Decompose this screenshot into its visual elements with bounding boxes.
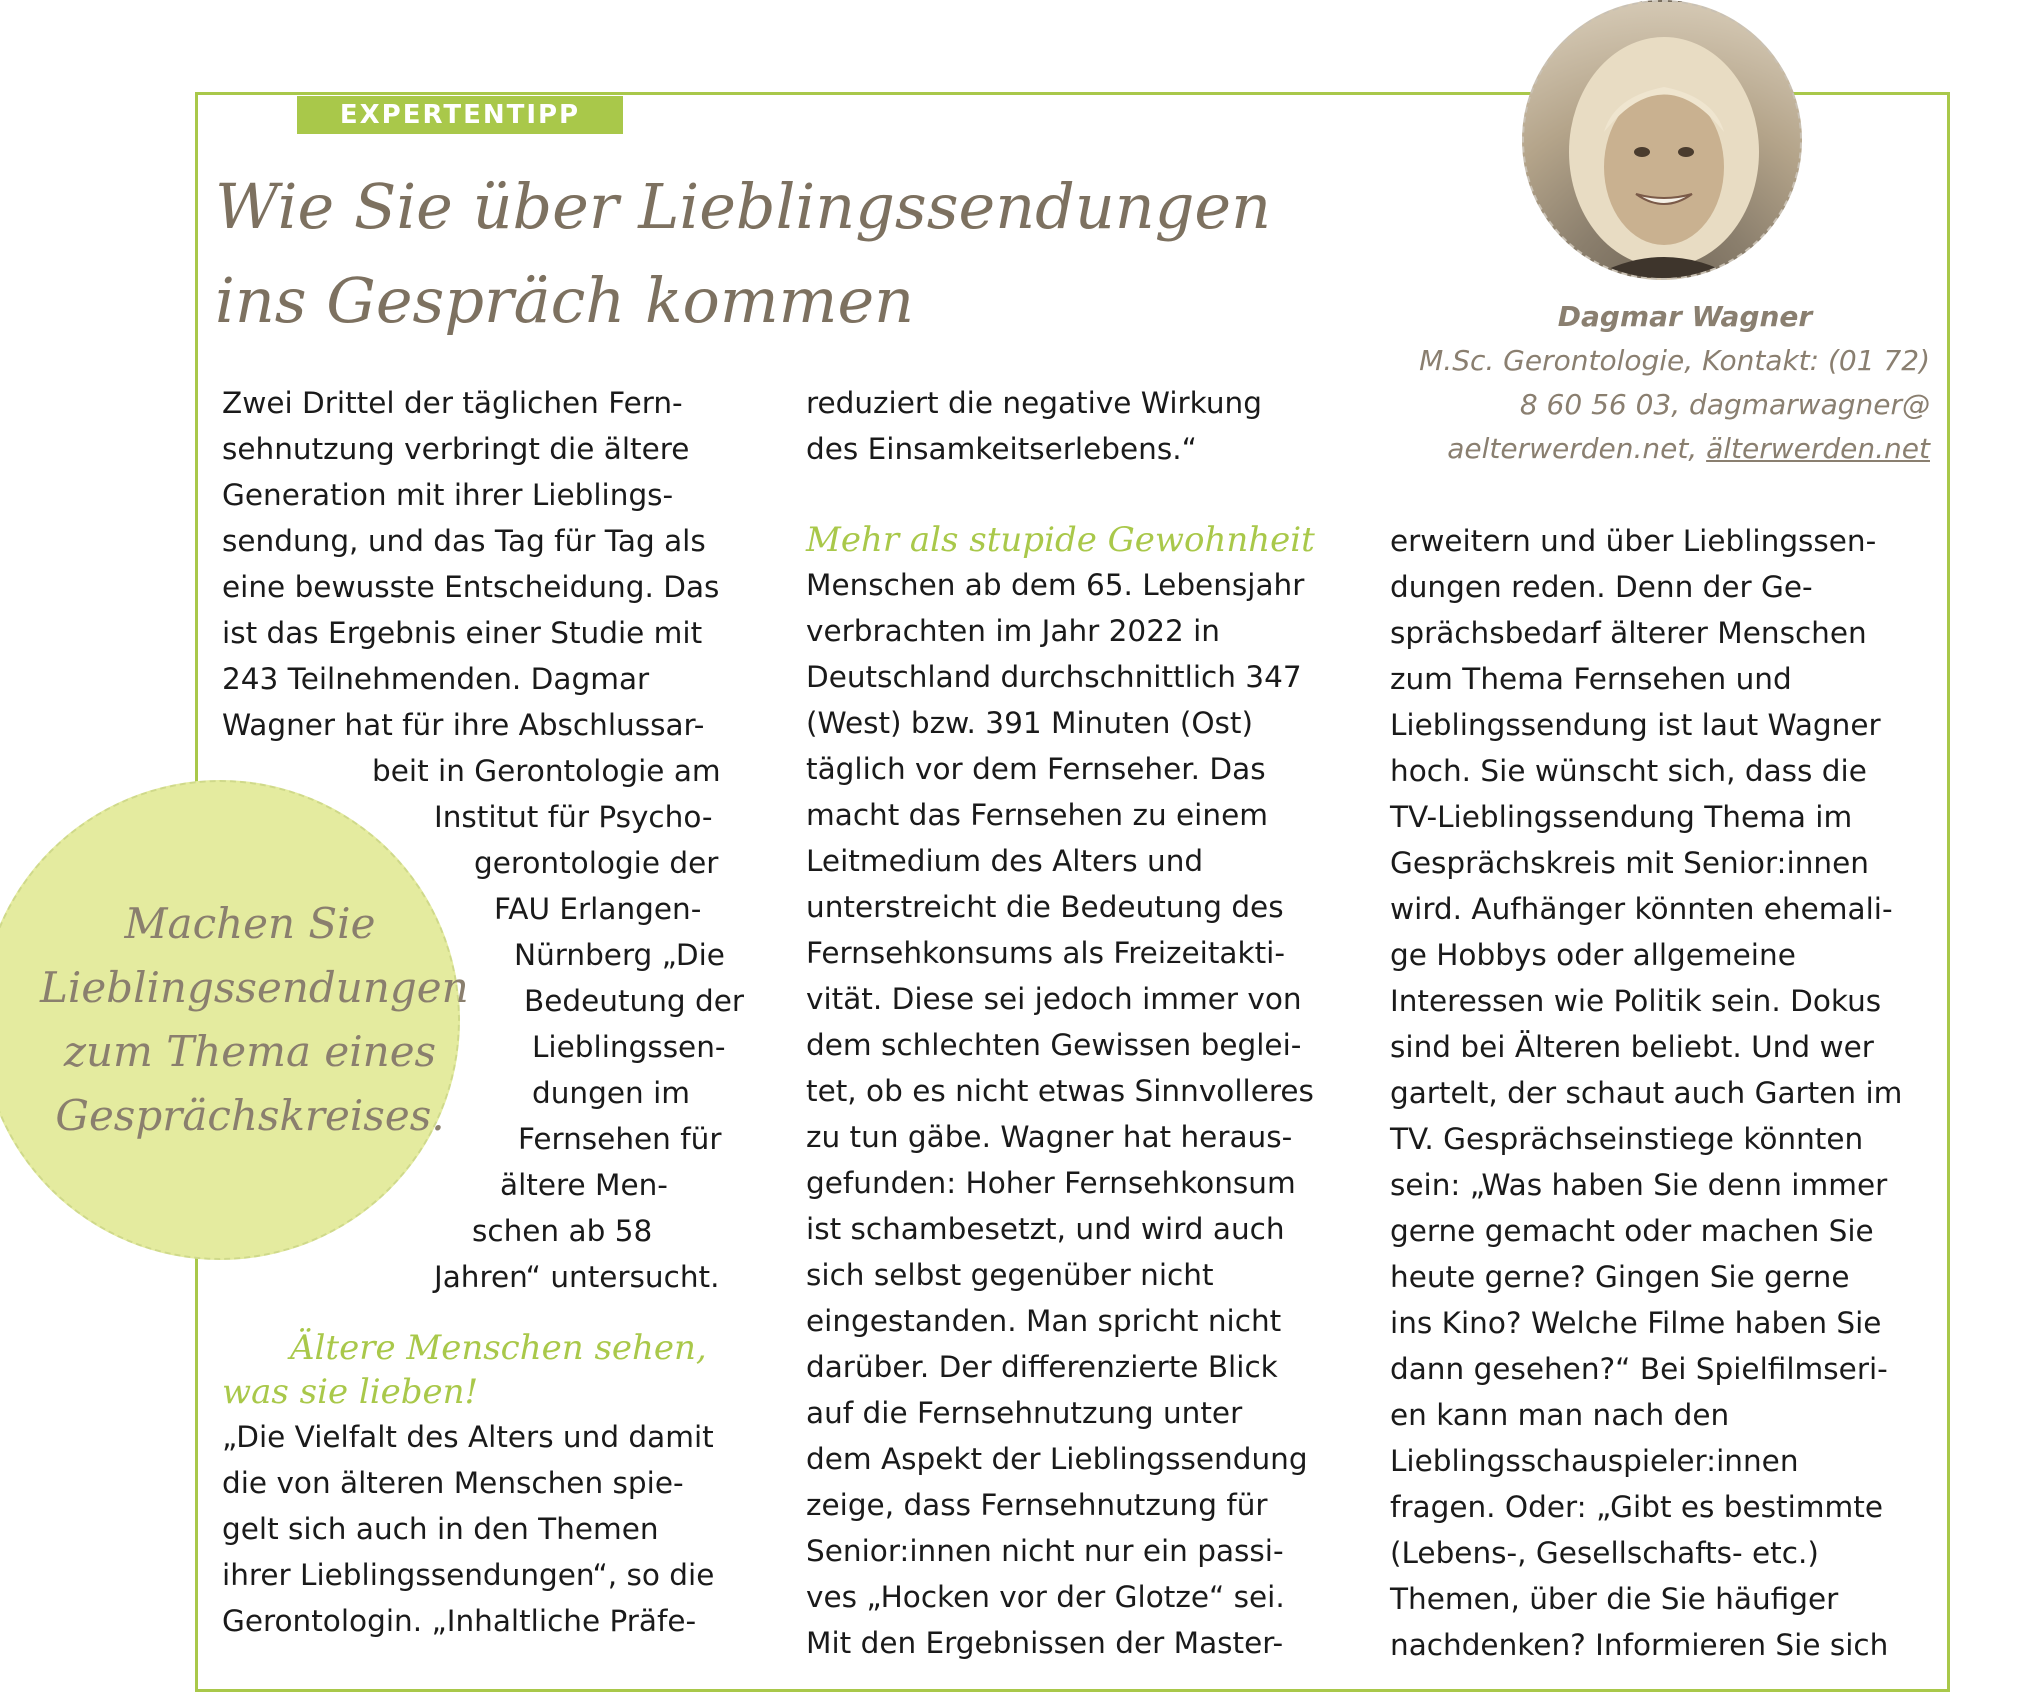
body-text-line: TV. Gesprächseinstiege könnten xyxy=(1390,1122,1864,1156)
subheading: Mehr als stupide Gewohnheit xyxy=(806,520,1315,560)
body-text-line: Generation mit ihrer Lieblings- xyxy=(222,478,674,512)
body-text-line: darüber. Der differenzierte Blick xyxy=(806,1350,1278,1384)
body-text-line: ist das Ergebnis einer Studie mit xyxy=(222,616,703,650)
author-info xyxy=(1360,295,1930,471)
body-text-line: gartelt, der schaut auch Garten im xyxy=(1390,1076,1903,1110)
body-text-line: Leitmedium des Alters und xyxy=(806,844,1204,878)
body-text-line: sein: „Was haben Sie denn immer xyxy=(1390,1168,1888,1202)
body-text-line: Fernsehkonsums als Freizeitakti- xyxy=(806,936,1285,970)
author-email-domain: aelterwerden.net, xyxy=(1447,432,1707,465)
body-text-line: „Die Vielfalt des Alters und damit xyxy=(222,1420,714,1454)
column-2 xyxy=(806,380,1346,1666)
body-text-line: sehnutzung verbringt die ältere xyxy=(222,432,690,466)
author-phone: 8 60 56 03, dagmarwagner@ xyxy=(1519,388,1930,421)
body-text-line: Jahren“ untersucht. xyxy=(434,1260,720,1294)
body-text-line: gefunden: Hoher Fernsehkonsum xyxy=(806,1166,1296,1200)
body-text-line: zum Thema Fernsehen und xyxy=(1390,662,1792,696)
pull-quote: Machen Sie Lieblingssendungen zum Thema eines Gesprächskreises. xyxy=(40,899,469,1140)
body-text-line: zu tun gäbe. Wagner hat heraus- xyxy=(806,1120,1293,1154)
body-text-line: gerne gemacht oder machen Sie xyxy=(1390,1214,1874,1248)
body-text-line: dem schlechten Gewissen beglei- xyxy=(806,1028,1302,1062)
body-text-line: reduziert die negative Wirkung xyxy=(806,386,1262,420)
body-text-line: hoch. Sie wünscht sich, dass die xyxy=(1390,754,1867,788)
body-text-line: tet, ob es nicht etwas Sinnvolleres xyxy=(806,1074,1314,1108)
body-text-line: beit in Gerontologie am xyxy=(372,754,721,788)
body-text-line: macht das Fernsehen zu einem xyxy=(806,798,1268,832)
body-text-line: en kann man nach den xyxy=(1390,1398,1730,1432)
pull-quote-circle xyxy=(0,780,469,1260)
body-text-line: schen ab 58 xyxy=(472,1214,653,1248)
body-text-line: Institut für Psycho- xyxy=(434,800,713,834)
body-text-line: Fernsehen für xyxy=(518,1122,722,1156)
article-headline: Wie Sie über Lieblingssendungen ins Gespräch kommen xyxy=(215,170,1271,337)
body-text-line: ist schambesetzt, und wird auch xyxy=(806,1212,1285,1246)
author-name: Dagmar Wagner xyxy=(1557,300,1813,333)
body-text-line: Interessen wie Politik sein. Dokus xyxy=(1390,984,1882,1018)
body-text-line: Lieblingssen- xyxy=(532,1030,726,1064)
body-text-line: ves „Hocken vor der Glotze“ sei. xyxy=(806,1580,1285,1614)
body-text-line: Bedeutung der xyxy=(524,984,745,1018)
body-text-line: ihrer Lieblingssendungen“, so die xyxy=(222,1558,715,1592)
body-text-line: Senior:innen nicht nur ein passi- xyxy=(806,1534,1284,1568)
portrait-image xyxy=(1524,2,1802,280)
body-text-line: Gerontologin. „Inhaltliche Präfe- xyxy=(222,1604,697,1638)
body-text-line: Nürnberg „Die xyxy=(514,938,725,972)
body-text-line: Wagner hat für ihre Abschlussar- xyxy=(222,708,705,742)
body-text-line: FAU Erlangen- xyxy=(494,892,702,926)
body-text-line: heute gerne? Gingen Sie gerne xyxy=(1390,1260,1850,1294)
author-portrait xyxy=(1522,0,1802,280)
body-text-line: zeige, dass Fernsehnutzung für xyxy=(806,1488,1268,1522)
body-text-line: Lieblingsschauspieler:innen xyxy=(1390,1444,1799,1478)
body-text-line: sprächsbedarf älterer Menschen xyxy=(1390,616,1867,650)
body-text-line: täglich vor dem Fernseher. Das xyxy=(806,752,1266,786)
author-web xyxy=(1360,427,1930,471)
body-text-line: gelt sich auch in den Themen xyxy=(222,1512,659,1546)
body-text-line: Menschen ab dem 65. Lebensjahr xyxy=(806,568,1305,602)
section-tag: EXPERTENTIPP xyxy=(297,96,623,134)
body-text-line: Zwei Drittel der täglichen Fern- xyxy=(222,386,683,420)
body-text-line: Gesprächskreis mit Senior:innen xyxy=(1390,846,1869,880)
body-text-line: TV-Lieblingssendung Thema im xyxy=(1390,800,1853,834)
body-text-line: Themen, über die Sie häufiger xyxy=(1390,1582,1839,1616)
body-text-line: ins Kino? Welche Filme haben Sie xyxy=(1390,1306,1882,1340)
subheading: was sie lieben! xyxy=(222,1372,479,1412)
author-credentials: M.Sc. Gerontologie, Kontakt: (01 72) xyxy=(1419,344,1930,377)
body-text-line: (West) bzw. 391 Minuten (Ost) xyxy=(806,706,1253,740)
body-text-line: 243 Teilnehmenden. Dagmar xyxy=(222,662,650,696)
body-text-line: sind bei Älteren beliebt. Und wer xyxy=(1390,1030,1874,1064)
author-website-link[interactable]: älterwerden.net xyxy=(1706,432,1930,465)
body-text-line: unterstreicht die Bedeutung des xyxy=(806,890,1284,924)
body-text-line: ältere Men- xyxy=(500,1168,668,1202)
body-text-line: (Lebens-, Gesellschafts- etc.) xyxy=(1390,1536,1819,1570)
body-text-line: die von älteren Menschen spie- xyxy=(222,1466,684,1500)
body-text-line: gerontologie der xyxy=(474,846,719,880)
body-text-line: dem Aspekt der Lieblingssendung xyxy=(806,1442,1308,1476)
body-text-line: nachdenken? Informieren Sie sich xyxy=(1390,1628,1889,1662)
body-text-line: dann gesehen?“ Bei Spielfilmseri- xyxy=(1390,1352,1888,1386)
column-3 xyxy=(1390,518,1935,1668)
subheading: Ältere Menschen sehen, xyxy=(290,1328,707,1368)
body-text-line: sich selbst gegenüber nicht xyxy=(806,1258,1214,1292)
body-text-line: Deutschland durchschnittlich 347 xyxy=(806,660,1302,694)
body-text-line: eine bewusste Entscheidung. Das xyxy=(222,570,720,604)
body-text-line: fragen. Oder: „Gibt es bestimmte xyxy=(1390,1490,1883,1524)
body-text-line: ge Hobbys oder allgemeine xyxy=(1390,938,1796,972)
body-text-line: des Einsamkeitserlebens.“ xyxy=(806,432,1197,466)
body-text-line: wird. Aufhänger könnten ehemali- xyxy=(1390,892,1893,926)
body-text-line: erweitern und über Lieblingssen- xyxy=(1390,524,1877,558)
body-text-line: vität. Diese sei jedoch immer von xyxy=(806,982,1302,1016)
body-text-line: eingestanden. Man spricht nicht xyxy=(806,1304,1282,1338)
body-text-line: dungen reden. Denn der Ge- xyxy=(1390,570,1813,604)
body-text-line: Mit den Ergebnissen der Master- xyxy=(806,1626,1284,1660)
body-text-line: auf die Fernsehnutzung unter xyxy=(806,1396,1243,1430)
body-text-line: Lieblingssendung ist laut Wagner xyxy=(1390,708,1881,742)
body-text-line: sendung, und das Tag für Tag als xyxy=(222,524,706,558)
body-text-line: dungen im xyxy=(532,1076,691,1110)
body-text-line: verbrachten im Jahr 2022 in xyxy=(806,614,1221,648)
